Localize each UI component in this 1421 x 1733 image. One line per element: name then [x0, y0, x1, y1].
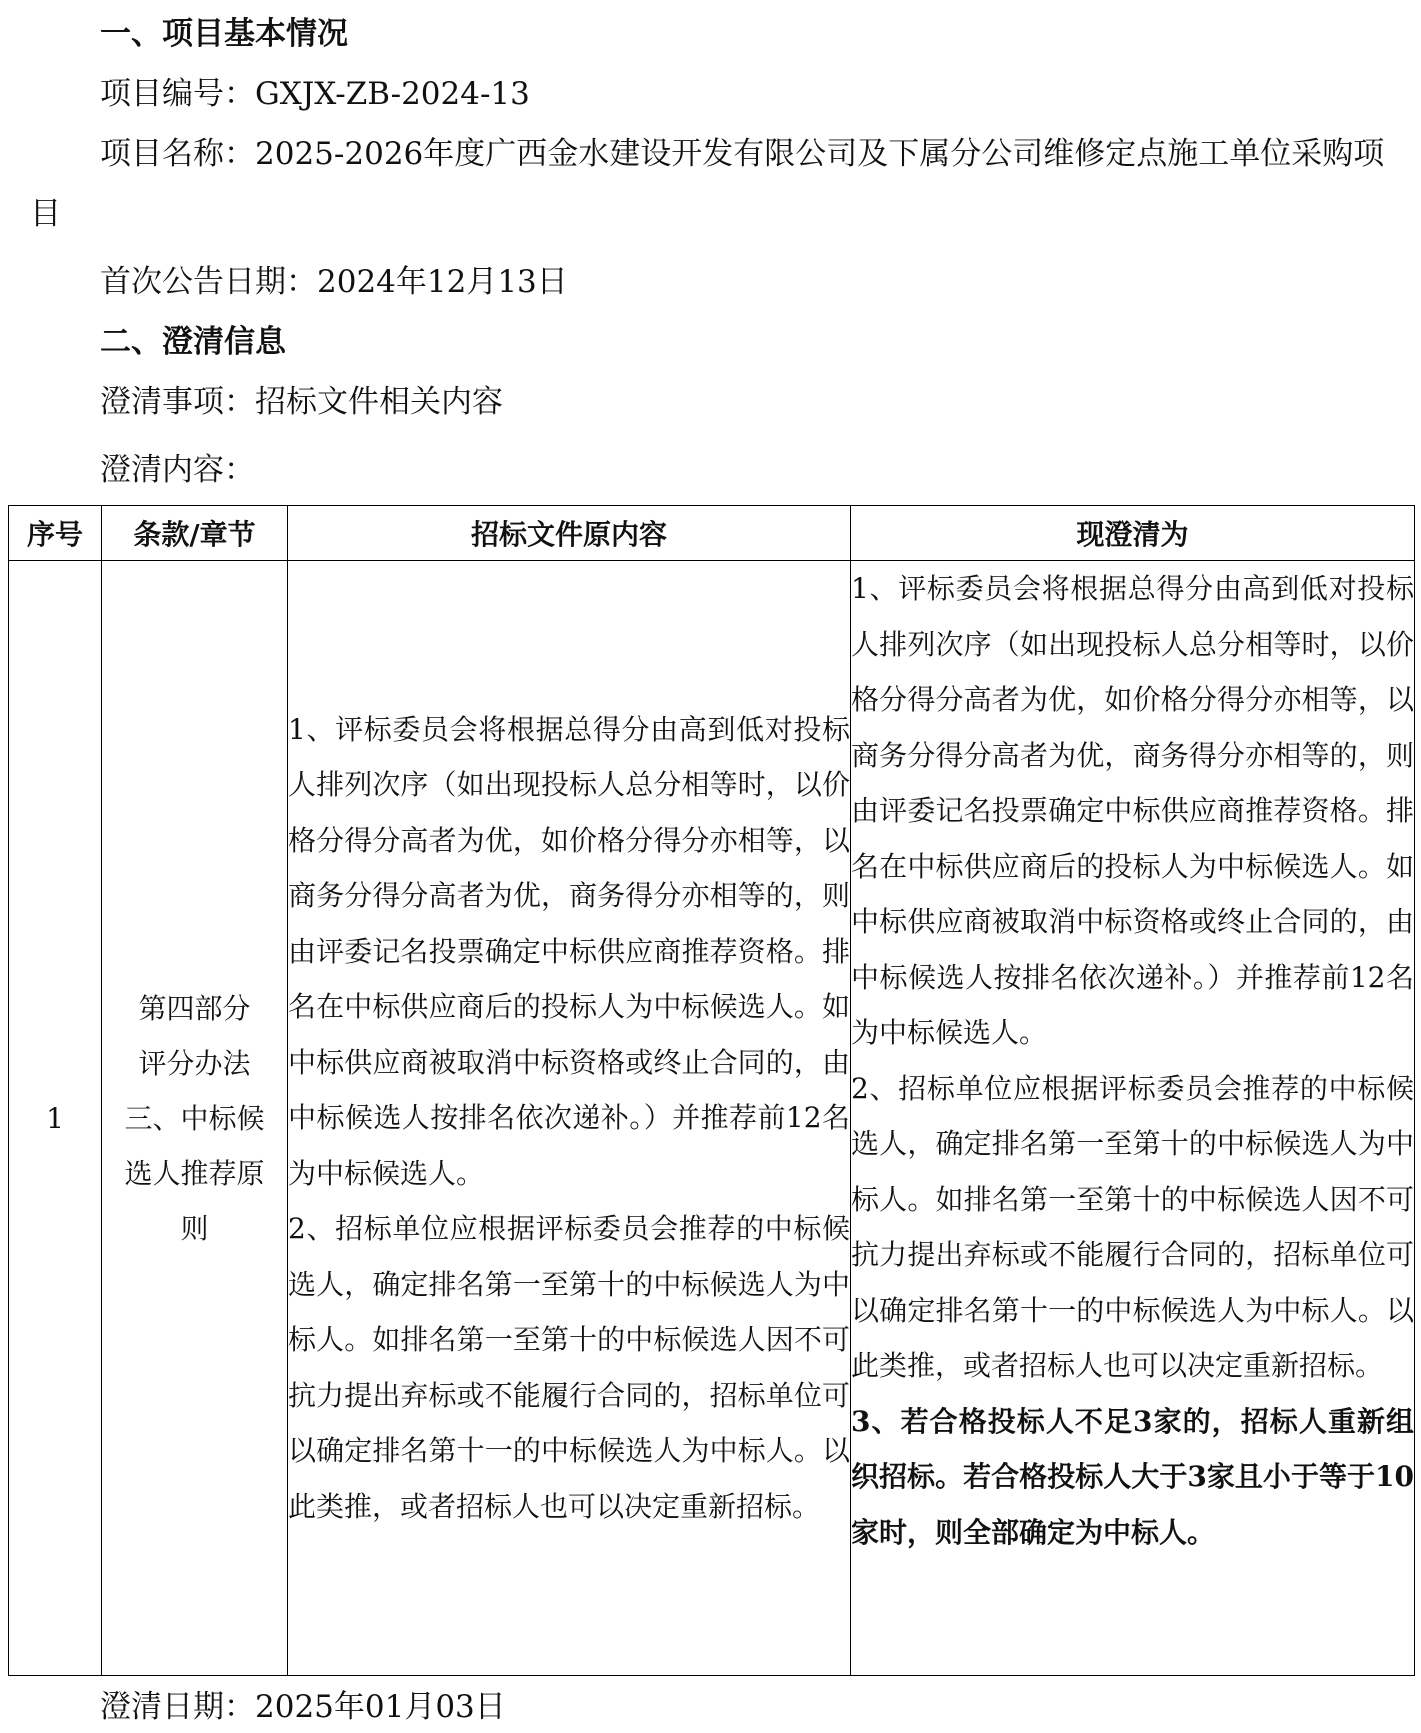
section-reference	[102, 561, 288, 1676]
table-row	[9, 561, 1415, 1676]
original-paragraph-2: 2、招标单位应根据评标委员会推荐的中标候选人，确定排名第一至第十的中标候选人为中标人。如排名第一至第十的中标候选人因不可抗力提出弃标或不能履行合同的，招标单位可以确定排名第十一的中标候选人为中标人。以此类推，或者招标人也可以决定重新招标。	[288, 1212, 850, 1523]
project-name: 项目名称：2025-2026年度广西金水建设开发有限公司及下属分公司维修定点施工单位采购项目	[30, 136, 1385, 232]
section-heading-basic-info: 一、项目基本情况	[100, 16, 348, 52]
row-number: 1	[9, 561, 102, 1676]
first-notice-date: 首次公告日期：2024年12月13日	[100, 264, 568, 300]
header-original: 招标文件原内容	[288, 506, 851, 561]
clarification-date: 澄清日期：2025年01月03日	[100, 1689, 506, 1725]
clarified-paragraph-1: 1、评标委员会将根据总得分由高到低对投标人排列次序（如出现投标人总分相等时，以价格分得分高者为优，如价格分得分亦相等，以商务分得分高者为优，商务得分亦相等的，则由评委记名投票确定中标供应商推荐资格。排名在中标供应商后的投标人为中标候选人。如中标供应商被取消中标资格或终止合同的，由中标候选人按排名依次递补。）并推荐前12名为中标候选人。	[851, 572, 1414, 1049]
header-no: 序号	[9, 506, 102, 561]
header-section: 条款/章节	[102, 506, 288, 561]
section-line: 三、中标候	[124, 1101, 265, 1135]
table-header-row	[9, 506, 1415, 561]
header-clarified: 现澄清为	[851, 506, 1415, 561]
original-paragraph-1: 1、评标委员会将根据总得分由高到低对投标人排列次序（如出现投标人总分相等时，以价格分得分高者为优，如价格分得分亦相等，以商务分得分高者为优，商务得分亦相等的，则由评委记名投票确定中标供应商推荐资格。排名在中标供应商后的投标人为中标候选人。如中标供应商被取消中标资格或终止合同的，由中标候选人按排名依次递补。）并推荐前12名为中标候选人。	[288, 712, 850, 1190]
clarified-paragraph-3: 3、若合格投标人不足3家的，招标人重新组织招标。若合格投标人大于3家且小于等于10家时，则全部确定为中标人。	[851, 1404, 1414, 1549]
clarification-table	[8, 505, 1415, 1676]
original-content	[288, 561, 851, 1676]
section-line: 第四部分	[138, 991, 251, 1025]
project-number: 项目编号：GXJX-ZB-2024-13	[100, 76, 530, 112]
section-heading-clarification: 二、澄清信息	[100, 324, 286, 360]
clarification-matter: 澄清事项：招标文件相关内容	[100, 384, 503, 420]
section-line: 评分办法	[138, 1046, 251, 1080]
section-line: 选人推荐原	[124, 1156, 265, 1190]
clarified-paragraph-2: 2、招标单位应根据评标委员会推荐的中标候选人，确定排名第一至第十的中标候选人为中标人。如排名第一至第十的中标候选人因不可抗力提出弃标或不能履行合同的，招标单位可以确定排名第十一的中标候选人为中标人。以此类推，或者招标人也可以决定重新招标。	[851, 1071, 1414, 1382]
clarified-content	[851, 561, 1415, 1676]
clarification-content-label: 澄清内容：	[100, 452, 255, 488]
section-line: 则	[180, 1211, 209, 1245]
